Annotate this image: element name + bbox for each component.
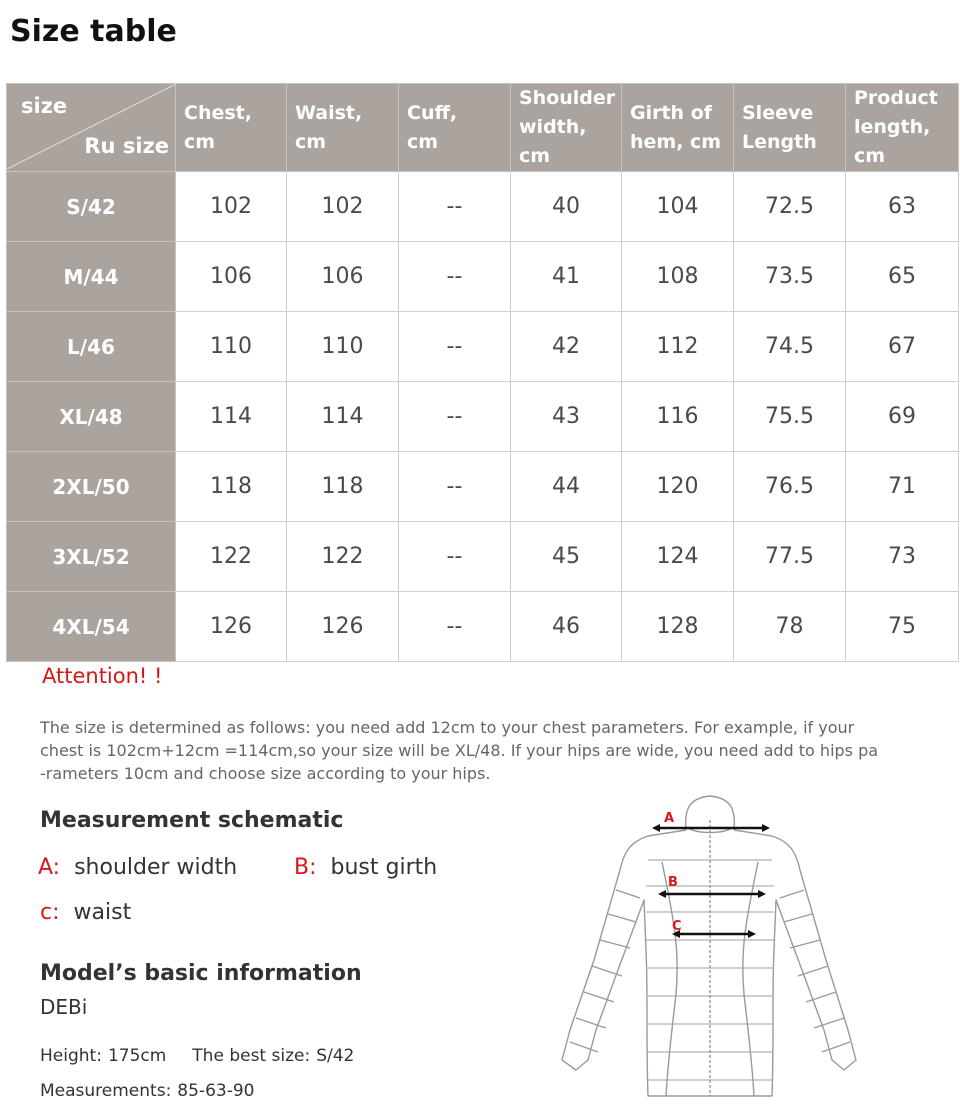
- marker-a: A: [664, 811, 675, 826]
- cell-hem: 116: [622, 382, 734, 452]
- cell-cuff: --: [399, 522, 511, 592]
- table-row: [7, 242, 959, 312]
- legend-key-b: B:: [294, 855, 317, 880]
- attention-label: Attention! !: [42, 664, 163, 688]
- header-cuff: Cuff, cm: [399, 84, 511, 172]
- model-name: DEBi: [40, 995, 88, 1019]
- arrow-b-left-head: [658, 890, 666, 898]
- table-row: [7, 452, 959, 522]
- jacket-outline: [562, 830, 856, 1096]
- model-info-heading: Model’s basic information: [40, 961, 362, 986]
- legend-bust-girth: [294, 855, 437, 880]
- table-row: [7, 382, 959, 452]
- height-label: Height:: [40, 1046, 102, 1066]
- cell-shoulder: 46: [511, 592, 622, 662]
- cell-chest: 126: [176, 592, 287, 662]
- cell-length: 75: [846, 592, 959, 662]
- cell-length: 69: [846, 382, 959, 452]
- row-size-label: 2XL/50: [7, 452, 176, 522]
- cell-chest: 110: [176, 312, 287, 382]
- size-note-line: -rameters 10cm and choose size according to your hips.: [40, 764, 491, 783]
- header-shoulder-width: Shoulder width, cm: [511, 84, 622, 172]
- legend-label-b: bust girth: [330, 855, 438, 880]
- cell-length: 63: [846, 172, 959, 242]
- corner-ru-size-label: Ru size: [84, 134, 169, 158]
- table-row: [7, 592, 959, 662]
- cell-cuff: --: [399, 242, 511, 312]
- jacket-illustration: [548, 790, 858, 1101]
- arrow-a-right-head: [762, 824, 770, 832]
- measurements-value: 85-63-90: [177, 1081, 255, 1101]
- table-row: [7, 312, 959, 382]
- cell-hem: 124: [622, 522, 734, 592]
- marker-c: C: [672, 919, 682, 934]
- cell-waist: 106: [287, 242, 399, 312]
- header-product-length: Product length, cm: [846, 84, 959, 172]
- cell-sleeve: 75.5: [734, 382, 846, 452]
- best-size-value: S/42: [316, 1046, 355, 1066]
- row-size-label: L/46: [7, 312, 176, 382]
- row-size-label: 4XL/54: [7, 592, 176, 662]
- corner-size-label: size: [21, 94, 68, 118]
- cell-shoulder: 43: [511, 382, 622, 452]
- cell-sleeve: 72.5: [734, 172, 846, 242]
- table-row: [7, 522, 959, 592]
- legend-shoulder-width: [38, 855, 237, 880]
- cell-shoulder: 44: [511, 452, 622, 522]
- height-value: 175cm: [107, 1046, 167, 1066]
- marker-b: B: [668, 875, 678, 890]
- legend-label-a: shoulder width: [74, 855, 238, 880]
- cell-sleeve: 77.5: [734, 522, 846, 592]
- cell-chest: 118: [176, 452, 287, 522]
- legend-key-a: A:: [38, 855, 61, 880]
- cell-cuff: --: [399, 592, 511, 662]
- header-waist: Waist, cm: [287, 84, 399, 172]
- cell-cuff: --: [399, 312, 511, 382]
- cell-waist: 114: [287, 382, 399, 452]
- cell-hem: 112: [622, 312, 734, 382]
- right-side-panel: [743, 862, 758, 1096]
- size-note-line: The size is determined as follows: you need add 12cm to your chest parameters. For example, if your: [40, 718, 855, 737]
- header-sleeve-length: Sleeve Length: [734, 84, 846, 172]
- cell-length: 65: [846, 242, 959, 312]
- cell-sleeve: 78: [734, 592, 846, 662]
- cell-cuff: --: [399, 172, 511, 242]
- model-measurements-line: [40, 1081, 254, 1101]
- legend-key-c: c:: [40, 900, 60, 925]
- cell-hem: 108: [622, 242, 734, 312]
- cell-hem: 120: [622, 452, 734, 522]
- cell-waist: 102: [287, 172, 399, 242]
- cell-hem: 128: [622, 592, 734, 662]
- cell-length: 67: [846, 312, 959, 382]
- cell-length: 71: [846, 452, 959, 522]
- jacket-collar: [686, 796, 735, 830]
- header-hem-girth: Girth of hem, cm: [622, 84, 734, 172]
- cell-waist: 118: [287, 452, 399, 522]
- cell-hem: 104: [622, 172, 734, 242]
- cell-chest: 122: [176, 522, 287, 592]
- size-note: [40, 716, 900, 785]
- model-height-line: [40, 1046, 354, 1066]
- header-chest: Chest, cm: [176, 84, 287, 172]
- arrow-a-left-head: [652, 824, 660, 832]
- cell-shoulder: 45: [511, 522, 622, 592]
- cell-chest: 114: [176, 382, 287, 452]
- row-size-label: 3XL/52: [7, 522, 176, 592]
- arrow-c-right-head: [748, 930, 756, 938]
- cell-sleeve: 74.5: [734, 312, 846, 382]
- legend-label-c: waist: [73, 900, 132, 925]
- cell-waist: 126: [287, 592, 399, 662]
- size-note-line: chest is 102cm+12cm =114cm,so your size will be XL/48. If your hips are wide, you need add to hips pa: [40, 741, 879, 760]
- cell-waist: 122: [287, 522, 399, 592]
- left-sleeve-quilting: [570, 890, 640, 1052]
- cell-shoulder: 41: [511, 242, 622, 312]
- right-sleeve-quilting: [780, 890, 850, 1052]
- cell-cuff: --: [399, 452, 511, 522]
- table-row: [7, 172, 959, 242]
- cell-sleeve: 73.5: [734, 242, 846, 312]
- measurements-label: Measurements:: [40, 1081, 172, 1101]
- cell-chest: 106: [176, 242, 287, 312]
- measurement-schematic-heading: Measurement schematic: [40, 808, 344, 833]
- cell-shoulder: 42: [511, 312, 622, 382]
- legend-waist: [40, 900, 131, 925]
- row-size-label: S/42: [7, 172, 176, 242]
- row-size-label: XL/48: [7, 382, 176, 452]
- corner-header: [7, 84, 176, 172]
- table-header-row: [7, 84, 959, 172]
- size-table: [6, 83, 959, 662]
- best-size-label: The best size:: [192, 1046, 311, 1066]
- cell-chest: 102: [176, 172, 287, 242]
- cell-sleeve: 76.5: [734, 452, 846, 522]
- cell-shoulder: 40: [511, 172, 622, 242]
- cell-length: 73: [846, 522, 959, 592]
- row-size-label: M/44: [7, 242, 176, 312]
- arrow-b-right-head: [758, 890, 766, 898]
- cell-waist: 110: [287, 312, 399, 382]
- cell-cuff: --: [399, 382, 511, 452]
- page-title: Size table: [10, 14, 177, 49]
- jacket-schematic: [548, 790, 858, 1105]
